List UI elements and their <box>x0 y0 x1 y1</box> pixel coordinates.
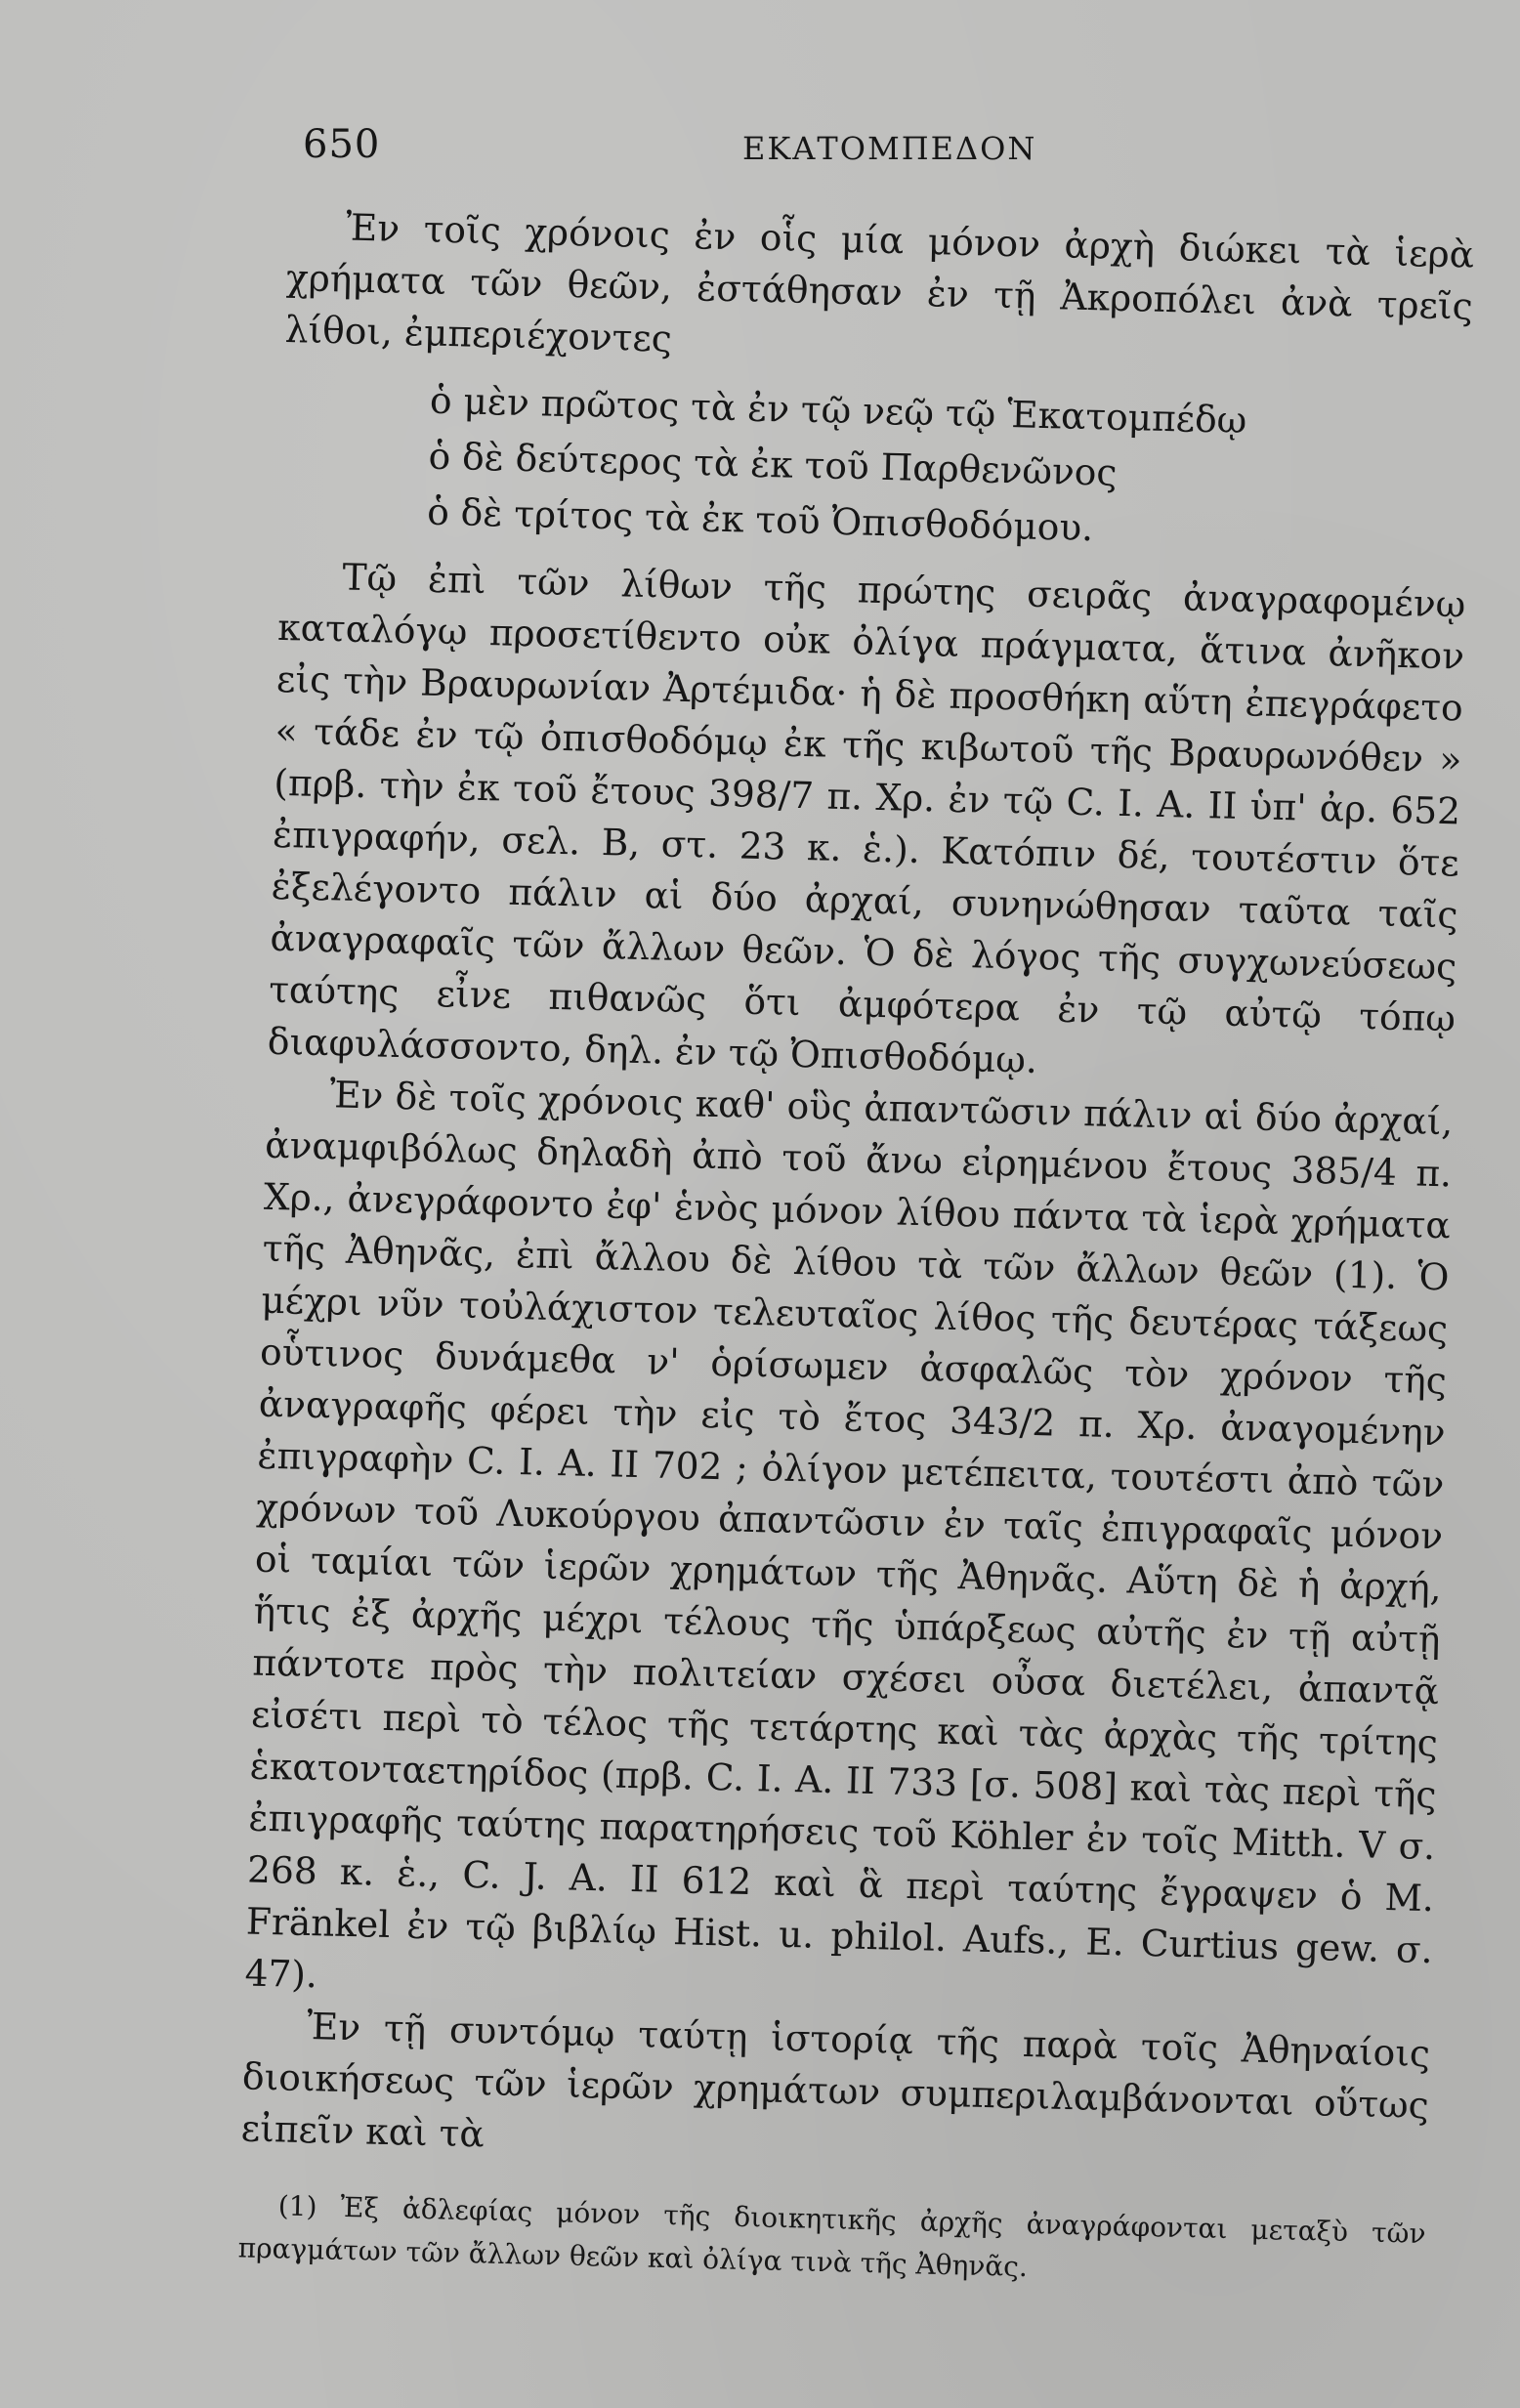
paragraph-4: Ἐν τῇ συντόμῳ ταύτῃ ἱστορίᾳ τῆς παρὰ τοῖς Ἀθηναίοις διοικήσεως τῶν ἱερῶν χρημάτων συμπεριλαμβάνονται οὕτως εἰπεῖν καὶ τὰ <box>240 2005 1431 2156</box>
paragraph-3: Ἐν δὲ τοῖς χρόνοις καθ' οὓς ἀπαντῶσιν πάλιν αἱ δύο ἀρχαί, ἀναμφιβόλως δηλαδὴ ἀπὸ τοῦ ἄνω εἰρημένου ἔτους 385/4 π. Χρ., ἀνεγράφοντο ἐφ' ἑνὸς μόνον λίθου πάντα τὰ ἱερὰ χρήματα τῆς Ἀθηνᾶς, ἐπὶ ἄλλου δὲ λίθου τὰ τῶν ἄλλων θεῶν (1). Ὁ μέχρι νῦν τοὐλάχιστον τελευταῖος λίθος τῆς δευτέρας τάξεως οὗτινος δυνάμεθα ν' ὁρίσωμεν ἀσφαλῶς τὸν χρόνον τῆς ἀναγραφῆς φέρει τὴν εἰς τὸ ἔτος 343/2 π. Χρ. ἀναγομένην ἐπιγραφὴν C. I. A. II 702 ; ὀλίγον μετέπειτα, τουτέστι ἀπὸ τῶν χρόνων τοῦ Λυκούργου ἀπαντῶσιν ἐν ταῖς ἐπιγραφαῖς μόνον οἱ ταμίαι τῶν ἱερῶν χρημάτων τῆς Ἀθηνᾶς. Αὕτη δὲ ἡ ἀρχή, ἥτις ἐξ ἀρχῆς μέχρι τέλους τῆς ὑπάρξεως αὐτῆς ἐν τῇ αὐτῇ πάντοτε πρὸς τὴν πολιτείαν σχέσει οὖσα διετέλει, ἀπαντᾷ εἰσέτι περὶ τὸ τέλος τῆς τετάρτης καὶ τὰς ἀρχὰς τῆς τρίτης ἑκατονταετηρίδος (πρβ. C. I. A. II 733 [σ. 508] καὶ τὰς περὶ τῆς ἐπιγραφῆς ταύτης παρατηρήσεις τοῦ Köhler ἐν τοῖς Mitth. V σ. 268 κ. ἑ., C. J. A. II 612 καὶ ἃ περὶ ταύτης ἔγραψεν ὁ M. Fränkel ἐν τῷ βιβλίῳ Hist. u. philol. Aufs., E. Curtius gew. σ. 47). <box>244 1073 1454 1997</box>
paragraph-1: Ἐν τοῖς χρόνοις ἐν οἷς μία μόνον ἀρχὴ διώκει τὰ ἱερὰ χρήματα τῶν θεῶν, ἐστάθησαν ἐν τῇ Ἀκροπόλει ἀνὰ τρεῖς λίθοι, ἐμπεριέχοντες <box>284 205 1475 360</box>
page-number: 650 <box>303 122 381 167</box>
list-item: ὁ δὲ τρίτος τὰ ἐκ τοῦ Ὀπισθοδόμου. <box>426 489 1094 550</box>
list-item: ὁ μὲν πρῶτος τὰ ἐν τῷ νεῷ τῷ Ἑκατομπέδῳ <box>429 378 1247 443</box>
stone-list <box>427 373 1471 566</box>
footnote: (1) Ἐξ ἀδλεφίας μόνον τῆς διοικητικῆς ἀρχῆς ἀναγράφονται μεταξὺ τῶν πραγμάτων τῶν ἄλλων θεῶν καὶ ὀλίγα τινὰ τῆς Ἀθηνᾶς. <box>237 2189 1426 2284</box>
paragraph-2: Τῷ ἐπὶ τῶν λίθων τῆς πρώτης σειρᾶς ἀναγραφομένῳ καταλόγῳ προσετίθεντο οὐκ ὀλίγα πράγματα, ἅτινα ἀνῆκον εἰς τὴν Βραυρωνίαν Ἀρτέμιδα· ἡ δὲ προσθήκη αὕτη ἐπεγράφετο « τάδε ἐν τῷ ὀπισθοδόμῳ ἐκ τῆς κιβωτοῦ τῆς Βραυρωνόθεν » (πρβ. τὴν ἐκ τοῦ ἔτους 398/7 π. Χρ. ἐν τῷ C. I. A. II ὑπ' ἀρ. 652 ἐπιγραφήν, σελ. Β, στ. 23 κ. ἑ.). Κατόπιν δέ, τουτέστιν ὅτε ἐξελέγοντο πάλιν αἱ δύο ἀρχαί, συνηνώθησαν ταῦτα ταῖς ἀναγραφαῖς τῶν ἄλλων θεῶν. Ὁ δὲ λόγος τῆς συγχωνεύσεως ταύτης εἶνε πιθανῶς ὅτι ἀμφότερα ἐν τῷ αὐτῷ τόπῳ διαφυλάσσοντο, δηλ. ἐν τῷ Ὀπισθοδόμῳ. <box>267 555 1466 1081</box>
page-header <box>303 122 1456 181</box>
running-head: ΕΚΑΤΟΜΠΕΔΟΝ <box>742 130 1037 167</box>
body-text <box>237 200 1475 2326</box>
list-item: ὁ δὲ δεύτερος τὰ ἐκ τοῦ Παρθενῶνος <box>428 434 1118 494</box>
